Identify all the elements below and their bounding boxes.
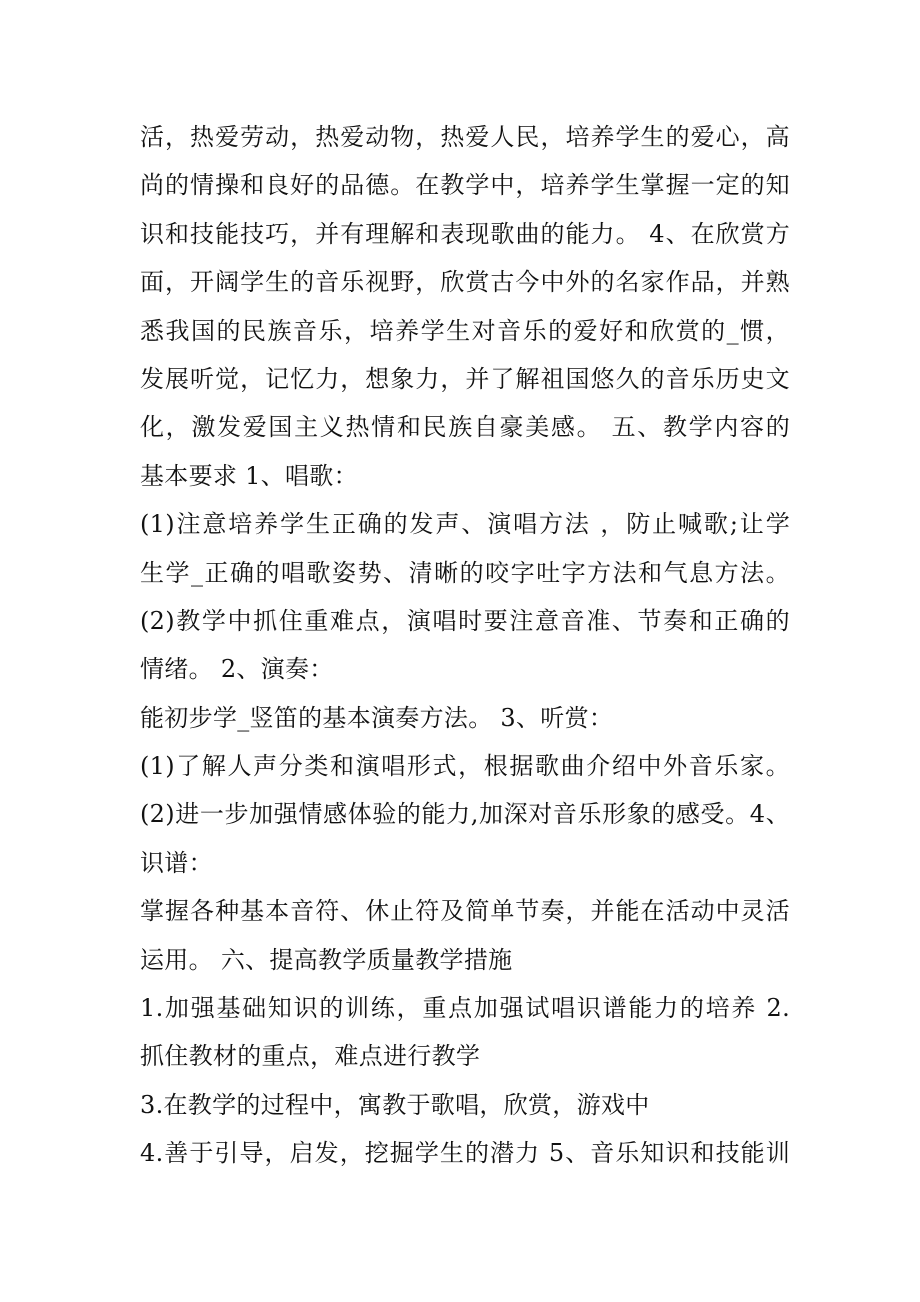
text-line-3: 识和技能技巧，并有理解和表现歌曲的能力。 4、在欣赏方 <box>140 219 790 248</box>
text-line-14: (1)了解人声分类和演唱形式，根据歌曲介绍中外音乐家。 <box>140 752 790 781</box>
text-line-7: 化，激发爱国主义热情和民族自豪美感。 五、教学内容的 <box>140 413 790 442</box>
text-line-5: 悉我国的民族音乐，培养学生对音乐的爱好和欣赏的_惯， <box>140 316 790 345</box>
text-line-22: 4.善于引导，启发，挖掘学生的潜力 5、音乐知识和技能训 <box>140 1139 790 1168</box>
text-line-9: (1)注意培养学生正确的发声、演唱方法 ，防止喊歌;让学 <box>140 510 790 539</box>
text-line-20: 抓住教材的重点，难点进行教学 <box>140 1042 481 1071</box>
text-line-6: 发展听觉，记忆力，想象力，并了解祖国悠久的音乐历史文 <box>140 364 790 393</box>
text-line-10: 生学_正确的唱歌姿势、清晰的咬字吐字方法和气息方法。 <box>140 558 790 587</box>
text-line-8: 基本要求 1、唱歌： <box>140 461 358 490</box>
text-line-18: 运用。 六、提高教学质量教学措施 <box>140 945 513 974</box>
text-line-19: 1.加强基础知识的训练，重点加强试唱识谱能力的培养 2. <box>140 994 790 1023</box>
text-line-15: (2)进一步加强情感体验的能力,加深对音乐形象的感受。4、 <box>140 800 790 829</box>
text-line-13: 能初步学_竖笛的基本演奏方法。 3、听赏： <box>140 703 614 732</box>
text-line-11: (2)教学中抓住重难点，演唱时要注意音准、节奏和正确的 <box>140 606 790 635</box>
text-line-1: 活，热爱劳动，热爱动物，热爱人民，培养学生的爱心，高 <box>140 123 790 151</box>
text-line-2: 尚的情操和良好的品德。在教学中，培养学生掌握一定的知 <box>140 171 790 200</box>
text-line-12: 情绪。 2、演奏： <box>140 655 334 684</box>
text-line-4: 面，开阔学生的音乐视野，欣赏古今中外的名家作品，并熟 <box>140 268 790 297</box>
text-line-17: 掌握各种基本音符、休止符及简单节奏，并能在活动中灵活 <box>140 897 790 926</box>
text-line-21: 3.在教学的过程中，寓教于歌唱，欣赏，游戏中 <box>140 1090 650 1119</box>
document-body <box>140 113 790 1178</box>
text-line-16: 识谱： <box>140 848 213 877</box>
